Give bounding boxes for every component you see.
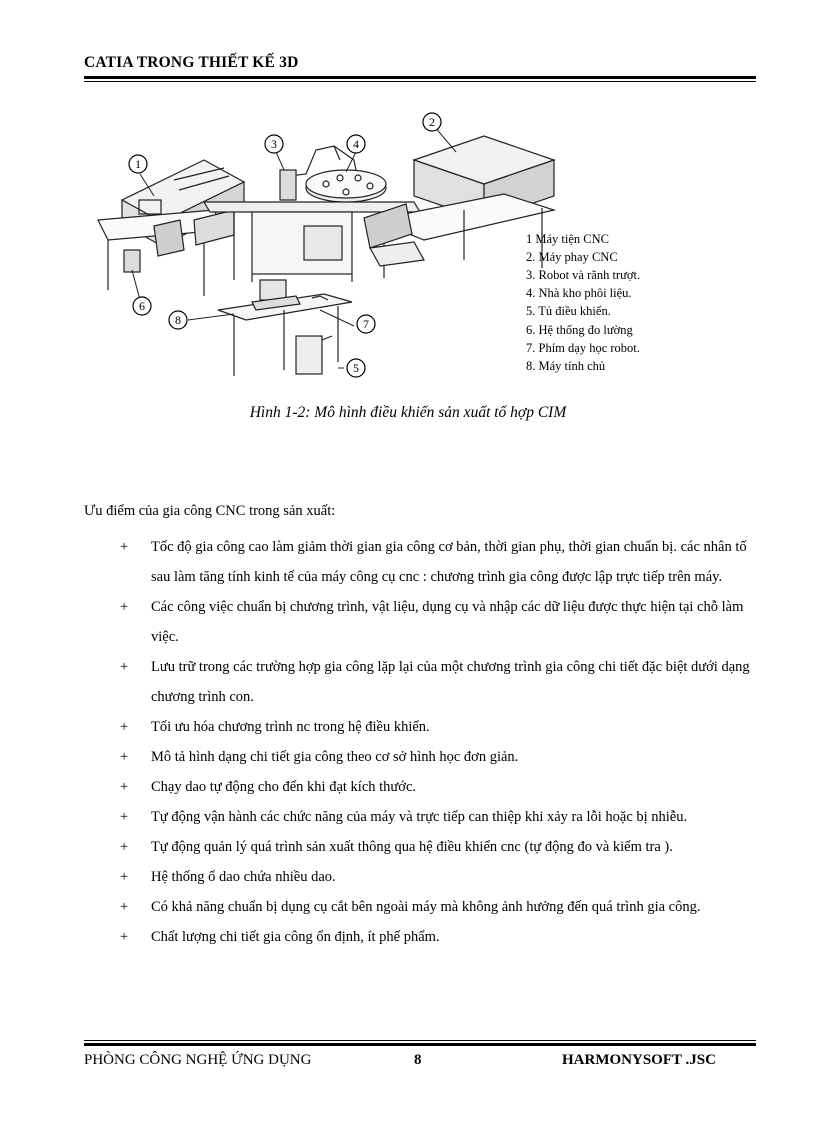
legend-item: 2. Máy phay CNC bbox=[526, 250, 618, 264]
footer-rule-thick bbox=[84, 1043, 756, 1046]
list-item-text: Tốc độ gia công cao làm giảm thời gian gia công cơ bản, thời gian phụ, thời gian chuẩn bị. các nhân tố sau làm tăng tính kinh tế của máy công cụ cnc : chương trình gia công được lập trực tiếp trên máy. bbox=[151, 539, 747, 585]
list-item-text: Chạy dao tự động cho đến khi đạt kích thước. bbox=[151, 779, 417, 795]
figure-caption: Hình 1-2: Mô hình điều khiển sản xuất tổ hợp CIM bbox=[249, 404, 567, 421]
list-item-text: Lưu trữ trong các trường hợp gia công lặp lại của một chương trình gia công chi tiết đặc biệt dưới dạng chương trình con. bbox=[151, 659, 750, 705]
list-item-text: Chất lượng chi tiết gia công ổn định, ít phế phẩm. bbox=[151, 929, 440, 945]
callout-5: 5 bbox=[353, 361, 359, 375]
list-item-text: Tối ưu hóa chương trình nc trong hệ điều khiển. bbox=[151, 719, 430, 735]
bullet-marker: + bbox=[120, 659, 129, 675]
bullet-marker: + bbox=[120, 779, 129, 795]
advantages-list bbox=[120, 532, 760, 952]
list-item bbox=[120, 802, 760, 832]
list-item-text: Mô tả hình dạng chi tiết gia công theo cơ sở hình học đơn giản. bbox=[151, 749, 519, 765]
bullet-marker: + bbox=[120, 719, 129, 735]
list-item bbox=[120, 592, 760, 652]
list-item-text: Tự động quản lý quá trình sản xuất thông qua hệ điều khiển cnc (tự động đo và kiểm tra ). bbox=[151, 839, 673, 855]
legend-item: 5. Tủ điều khiển. bbox=[526, 304, 611, 318]
list-item bbox=[120, 712, 760, 742]
legend-item: 6. Hệ thống đo lường bbox=[526, 323, 633, 337]
callout-3: 3 bbox=[271, 137, 277, 151]
list-item bbox=[120, 892, 760, 922]
host-computer-illustration bbox=[218, 280, 352, 376]
header-rule-thick bbox=[84, 76, 756, 79]
list-item bbox=[120, 652, 760, 712]
callout-6: 6 bbox=[139, 299, 145, 313]
legend-item: 8. Máy tính chủ bbox=[526, 359, 606, 373]
header-title: CATIA TRONG THIẾT KẾ 3D bbox=[84, 54, 299, 71]
storage-carousel-illustration bbox=[306, 170, 386, 202]
list-item-text: Tự động vận hành các chức năng của máy và trực tiếp can thiệp khi xảy ra lỗi hoặc bị nhiễu. bbox=[151, 809, 688, 825]
callout-8: 8 bbox=[175, 313, 181, 327]
legend-item: 4. Nhà kho phôi liệu. bbox=[526, 286, 632, 300]
figure-legend bbox=[526, 232, 640, 373]
bullet-marker: + bbox=[120, 809, 129, 825]
measurement-system-illustration bbox=[124, 250, 140, 272]
bullet-marker: + bbox=[120, 839, 129, 855]
footer-rule-thin bbox=[84, 1040, 756, 1041]
list-item bbox=[120, 742, 760, 772]
callout-4: 4 bbox=[353, 137, 359, 151]
bullet-marker: + bbox=[120, 749, 129, 765]
header-rule-thin bbox=[84, 81, 756, 82]
list-item bbox=[120, 922, 760, 952]
list-item bbox=[120, 772, 760, 802]
callout-2: 2 bbox=[429, 115, 435, 129]
bullet-marker: + bbox=[120, 899, 129, 915]
list-item-text: Hệ thống ổ dao chứa nhiều dao. bbox=[151, 869, 336, 885]
callout-1: 1 bbox=[135, 157, 141, 171]
bullet-marker: + bbox=[120, 929, 129, 945]
bullet-marker: + bbox=[120, 869, 129, 885]
page-number: 8 bbox=[414, 1052, 422, 1068]
list-item-text: Các công việc chuẩn bị chương trình, vật liệu, dụng cụ và nhập các dữ liệu được thực hiện tại chỗ làm việc. bbox=[151, 599, 744, 645]
bullet-marker: + bbox=[120, 599, 129, 615]
list-item bbox=[120, 832, 760, 862]
footer-department: PHÒNG CÔNG NGHỆ ỨNG DỤNG bbox=[84, 1052, 312, 1068]
bullet-marker: + bbox=[120, 539, 129, 555]
section-intro: Ưu điểm của gia công CNC trong sản xuất: bbox=[84, 503, 336, 519]
cim-diagram bbox=[84, 100, 756, 400]
cnc-lathe-illustration bbox=[98, 160, 244, 296]
list-item-text: Có khả năng chuẩn bị dụng cụ cắt bên ngoài máy mà không ảnh hưởng đến quá trình gia công. bbox=[151, 899, 701, 915]
callout-7: 7 bbox=[363, 317, 369, 331]
footer-company: HARMONYSOFT .JSC bbox=[562, 1052, 716, 1068]
legend-item: 7. Phím dạy học robot. bbox=[526, 341, 640, 355]
list-item bbox=[120, 862, 760, 892]
legend-item: 3. Robot và rãnh trượt. bbox=[526, 268, 641, 282]
legend-item: 1 Máy tiện CNC bbox=[526, 232, 609, 246]
list-item bbox=[120, 532, 760, 592]
